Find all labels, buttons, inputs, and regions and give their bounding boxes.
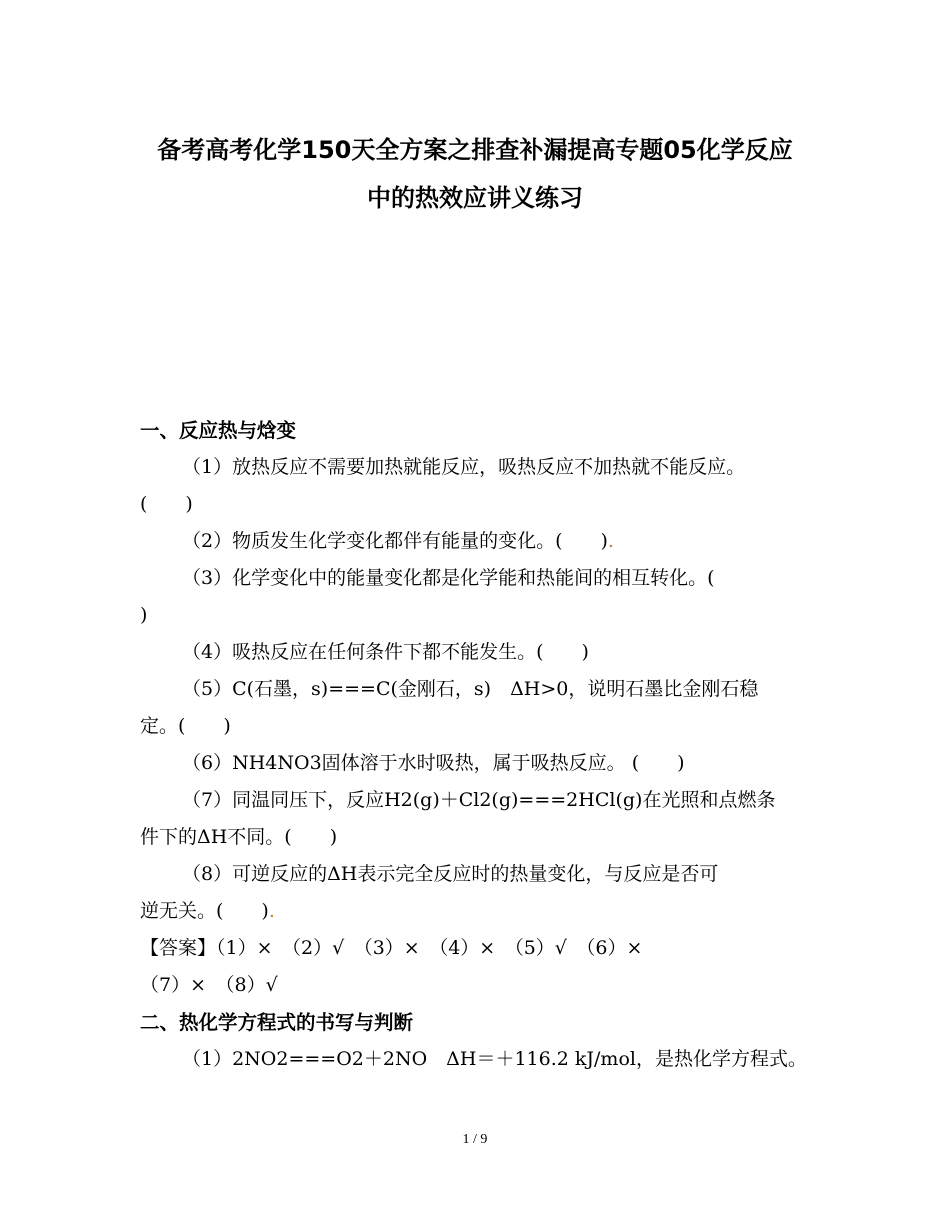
question-2-dot: . bbox=[607, 530, 614, 552]
question-7-line-1: （7）同温同压下，反应H2(g)＋Cl2(g)===2HCl(g)在光照和点燃条 bbox=[182, 789, 776, 811]
question-8-line-2 bbox=[140, 893, 830, 930]
section-2-heading: 二、热化学方程式的书写与判断 bbox=[140, 1011, 414, 1034]
question-5-line-1: （5）C(石墨，s)===C(金刚石，s) ΔH>0，说明石墨比金刚石稳 bbox=[182, 678, 759, 700]
question-2-text: （2）物质发生化学变化都伴有能量的变化。( ) bbox=[182, 530, 608, 552]
question-5-line-2: 定。( ) bbox=[140, 715, 231, 737]
question-8-dot: . bbox=[268, 900, 275, 922]
question-6: （6）NH4NO3固体溶于水时吸热，属于吸热反应。 ( ) bbox=[182, 752, 685, 774]
page-number: 1 / 9 bbox=[462, 1132, 488, 1147]
question-3-line-1: （3）化学变化中的能量变化都是化学能和热能间的相互转化。( bbox=[182, 567, 715, 589]
question-7-line-2: 件下的ΔH不同。( ) bbox=[140, 826, 338, 848]
question-4: （4）吸热反应在任何条件下都不能发生。( ) bbox=[182, 641, 589, 663]
answer-line-1: 【答案】（1）× （2）√ （3）× （4）× （5）√ （6）× bbox=[140, 937, 643, 959]
section-1-heading: 一、反应热与焓变 bbox=[140, 419, 297, 442]
document-title-line-1: 备考高考化学150天全方案之排查补漏提高专题05化学反应 bbox=[157, 136, 793, 164]
question-3-line-2: ) bbox=[140, 604, 148, 626]
answer-line-2: （7）× （8）√ bbox=[140, 974, 278, 996]
document-title-line-2: 中的热效应讲义练习 bbox=[367, 184, 583, 212]
section-2-question-1: （1）2NO2===O2＋2NO ΔH＝＋116.2 kJ/mol，是热化学方程式。 bbox=[182, 1048, 807, 1070]
question-1-line-2: ( ) bbox=[140, 493, 193, 515]
question-8-line-1: （8）可逆反应的ΔH表示完全反应时的热量变化，与反应是否可 bbox=[182, 863, 719, 885]
question-1-line-1: （1）放热反应不需要加热就能反应，吸热反应不加热就不能反应。 bbox=[182, 456, 746, 478]
question-8-line-2-text: 逆无关。( ) bbox=[140, 900, 269, 922]
question-2 bbox=[182, 523, 830, 560]
